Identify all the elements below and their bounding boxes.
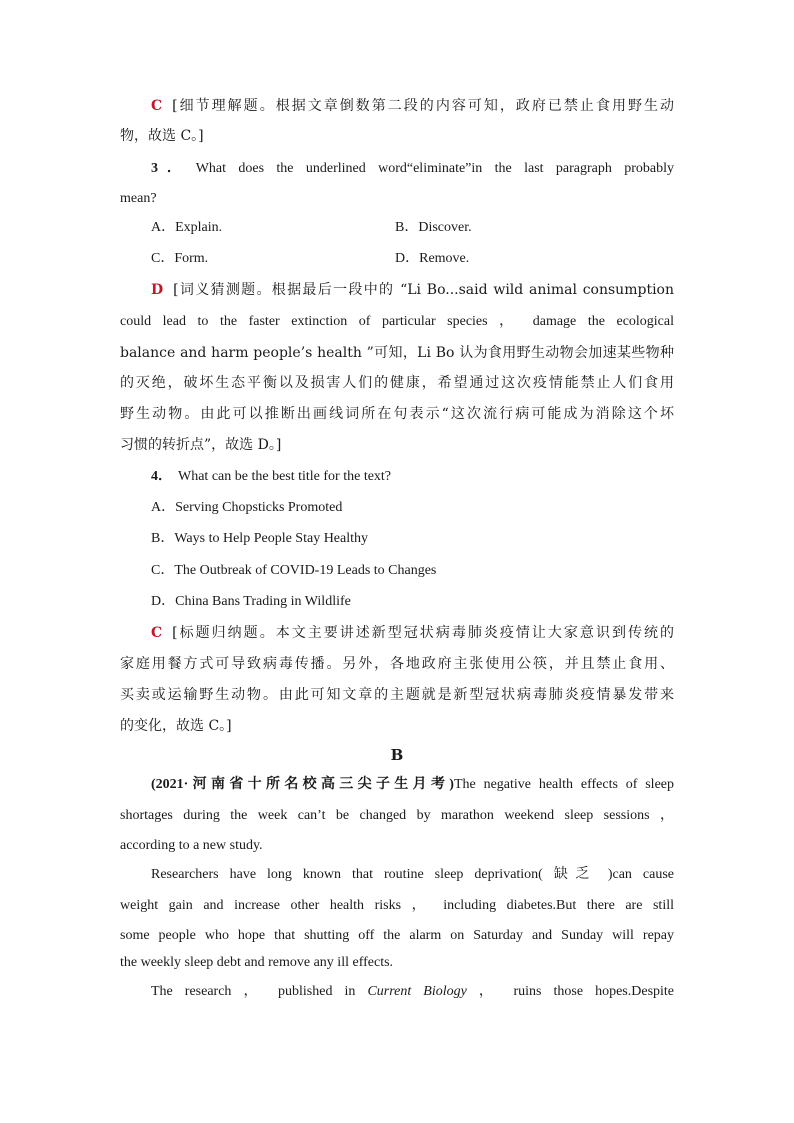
q4-explanation-line-1: C [标题归纳题。本文主要讲述新型冠状病毒肺炎疫情让大家意识到传统的 <box>151 625 674 641</box>
passage-p3-line-1: The research ， published in Current Biology ， ruins those hopes.Despite <box>151 984 674 999</box>
q3-stem-line-1: 3． What does the underlined word“eliminate”in the last paragraph probably <box>151 161 674 176</box>
q4-number: 4． <box>151 469 172 484</box>
q3-stem-line-2: mean? <box>120 191 157 206</box>
q2-explanation-line-1: C [细节理解题。根据文章倒数第二段的内容可知，政府已禁止食用野生动 <box>151 98 674 114</box>
q4-explanation-line-2: 家庭用餐方式可导致病毒传播。另外，各地政府主张使用公筷，并且禁止食用、 <box>120 656 674 672</box>
q2-explanation-line-2: 物，故选 C。] <box>120 128 204 144</box>
q4-option-d: D．China Bans Trading in Wildlife <box>151 594 351 609</box>
passage-p2-line-3: some people who hope that shutting off the alarm on Saturday and Sunday will repay <box>120 928 674 943</box>
q4-option-b: B．Ways to Help People Stay Healthy <box>151 531 369 546</box>
q4-option-a: A．Serving Chopsticks Promoted <box>151 500 343 515</box>
q3-explanation-line-3: balance and harm people’s health ”可知，Li Bo 认为食用野生动物会加速某些物种 <box>120 345 674 361</box>
q2-answer-letter: C <box>151 98 163 114</box>
q3-option-c: C．Form. <box>151 251 209 266</box>
q3-explanation-line-6: 习惯的转折点”，故选 D。] <box>120 437 282 453</box>
q3-answer-letter: D <box>151 282 164 298</box>
q4-answer-letter: C <box>151 625 163 641</box>
passage-p2-line-1: Researchers have long known that routine sleep deprivation( 缺乏 )can cause <box>151 867 674 882</box>
section-b-heading: B <box>390 746 404 764</box>
journal-name: Current Biology <box>367 984 467 999</box>
passage-p1-line-2: shortages during the week can’t be changed by marathon weekend sleep sessions ， <box>120 808 674 823</box>
q3-explanation-line-1: D [词义猜测题。根据最后一段中的 “Li Bo...said wild animal consumption <box>151 282 674 298</box>
q4-explanation-line-3: 买卖或运输野生动物。由此可知文章的主题就是新型冠状病毒肺炎疫情暴发带来 <box>120 687 674 703</box>
q3-option-d: D．Remove. <box>395 251 470 266</box>
passage-p1-line-1: (2021·河南省十所名校高三尖子生月考)The negative health effects of sleep <box>151 777 674 792</box>
passage-p2-line-4: the weekly sleep debt and remove any ill effects. <box>120 955 394 970</box>
q3-explanation-line-5: 野生动物。由此可以推断出画线词所在句表示“这次流行病可能成为消除这个坏 <box>120 406 674 422</box>
passage-p1-line-3: according to a new study. <box>120 838 263 853</box>
q4-option-c: C．The Outbreak of COVID-19 Leads to Changes <box>151 563 437 578</box>
q3-explanation-line-2: could lead to the faster extinction of particular species ， damage the ecological <box>120 314 674 329</box>
passage-source: (2021·河南省十所名校高三尖子生月考) <box>151 777 454 792</box>
q3-explanation-line-4: 的灭绝，破坏生态平衡以及损害人们的健康，希望通过这次疫情能禁止人们食用 <box>120 375 674 391</box>
q4-explanation-line-4: 的变化，故选 C。] <box>120 718 232 734</box>
q3-number: 3． <box>151 161 190 176</box>
q3-option-a: A．Explain. <box>151 220 223 235</box>
passage-p2-line-2: weight gain and increase other health risks ， including diabetes.But there are still <box>120 898 674 913</box>
q3-option-b: B．Discover. <box>395 220 472 235</box>
q4-stem: 4． What can be the best title for the text? <box>151 469 392 484</box>
